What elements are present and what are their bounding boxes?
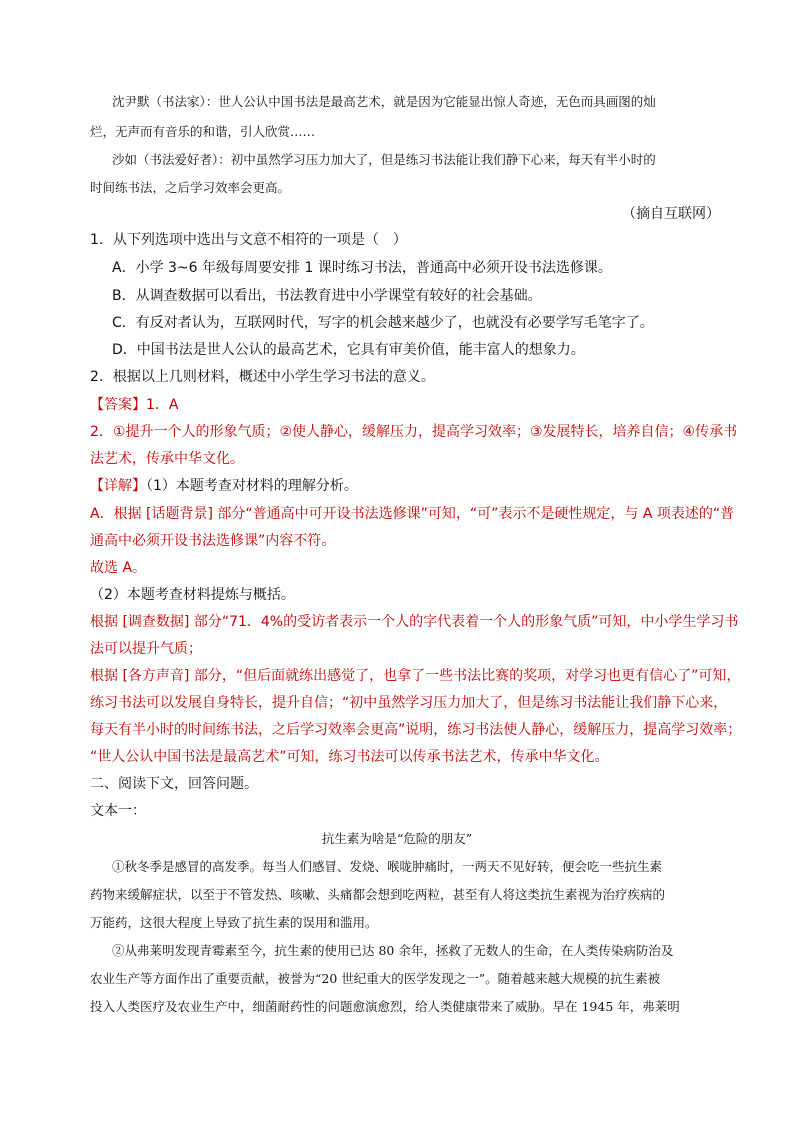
detail-label: 【详解】 (90, 478, 146, 494)
article-title: 抗生素为啥是“危险的朋友” (321, 831, 473, 846)
detail-part2-line5: 每天有半小时的时间练书法，之后学习效率会更高”说明，练习书法使人静心，缓解压力，提高学习效率； (90, 722, 742, 738)
question-2-stem: 2．根据以上几则材料，概述中小学生学习书法的意义。 (90, 369, 435, 385)
detail-part2-line1: 根据 [调查数据] 部分“71．4%的受访者表示一个人的字代表着一个人的形象气质”可知，中小学生学习书 (90, 614, 739, 630)
answer-1: 1．A (146, 397, 179, 413)
detail-part1-line3: 故选 A。 (90, 560, 147, 576)
quote-sha-line1: 沙如（书法爱好者）：初中虽然学习压力加大了，但是练习书法能让我们静下心来，每天有半小时的 (112, 152, 656, 167)
answer-2-line1: 2．①提升一个人的形象气质；②使人静心，缓解压力，提高学习效率；③发展特长，培养自信；④传承书 (90, 424, 738, 440)
article-para2-line2: 农业生产等方面作出了重要贡献，被誉为“20 世纪重大的医学发现之一”。随着越来越大规模的抗生素被 (90, 971, 661, 986)
question-1-option-c: C．有反对者认为，互联网时代，写字的机会越来越少了，也就没有必要学写毛笔字了。 (112, 315, 654, 331)
detail-intro (90, 476, 358, 496)
detail-part2-intro: （2）本题考查材料提炼与概括。 (90, 587, 295, 603)
detail-part2-line6: “世人公认中国书法是最高艺术”可知，练习书法可以传承书法艺术，传承中华文化。 (90, 749, 609, 765)
detail-part2-line2: 法可以提升气质； (90, 641, 202, 657)
question-1-option-a: A．小学 3~6 年级每周要安排 1 课时练习书法，普通高中必须开设书法选修课。 (112, 260, 612, 276)
question-1-stem: 1．从下列选项中选出与文意不相符的一项是（ ） (90, 232, 407, 248)
detail-part2-line4: 练习书法可以发展自身特长，提升自信；“初中虽然学习压力加大了，但是练习书法能让我们静下心来， (90, 695, 728, 711)
article-para2-line1: ②从弗莱明发现青霉素至今，抗生素的使用已达 80 余年，拯救了无数人的生命，在人类传染病防治及 (112, 943, 674, 958)
detail-part1-line1: A．根据 [话题背景] 部分“普通高中可开设书法选修课”可知，“可”表示不是硬性规定，与 A 项表述的“普 (90, 506, 735, 522)
source-note: （摘自互联网） (622, 206, 720, 222)
quote-shen-line2: 烂，无声而有音乐的和谐，引人欣赏…… (90, 124, 316, 139)
question-1-option-d: D．中国书法是世人公认的最高艺术，它具有审美价值，能丰富人的想象力。 (112, 342, 585, 358)
answer-block (90, 395, 178, 415)
answer-2-line2: 法艺术，传承中华文化。 (90, 451, 244, 467)
detail-part2-line3: 根据 [各方声音] 部分，“但后面就练出感觉了，也拿了一些书法比赛的奖项，对学习也更有信心了”可知， (90, 668, 741, 684)
article-para1-line3: 万能药，这很大程度上导致了抗生素的误用和滥用。 (90, 915, 378, 930)
article-para2-line3: 投入人类医疗及农业生产中，细菌耐药性的问题愈演愈烈，给人类健康带来了威胁。早在 1945 年，弗莱明 (90, 999, 680, 1014)
article-para1-line1: ①秋冬季是感冒的高发季。每当人们感冒、发烧、喉咙肿痛时，一两天不见好转，便会吃一些抗生素 (112, 859, 663, 874)
quote-shen-line1: 沈尹默（书法家）：世人公认中国书法是最高艺术，就是因为它能显出惊人奇迹，无色而具画图的灿 (112, 94, 656, 109)
detail-part1-intro: （1）本题考查对材料的理解分析。 (146, 478, 358, 494)
article-para1-line2: 药物来缓解症状，以至于不管发热、咳嗽、头痛都会想到吃两粒，甚至有人将这类抗生素视为治疗疾病的 (90, 887, 666, 902)
section-2-heading: 二、阅读下文，回答问题。 (90, 776, 258, 792)
question-1-option-b: B．从调查数据可以看出，书法教育进中小学课堂有较好的社会基础。 (112, 288, 542, 304)
text-one-label: 文本一： (90, 803, 146, 819)
answer-label: 【答案】 (90, 397, 146, 413)
detail-part1-line2: 通高中必须开设书法选修课”内容不符。 (90, 533, 336, 549)
quote-sha-line2: 时间练书法，之后学习效率会更高。 (90, 180, 291, 195)
